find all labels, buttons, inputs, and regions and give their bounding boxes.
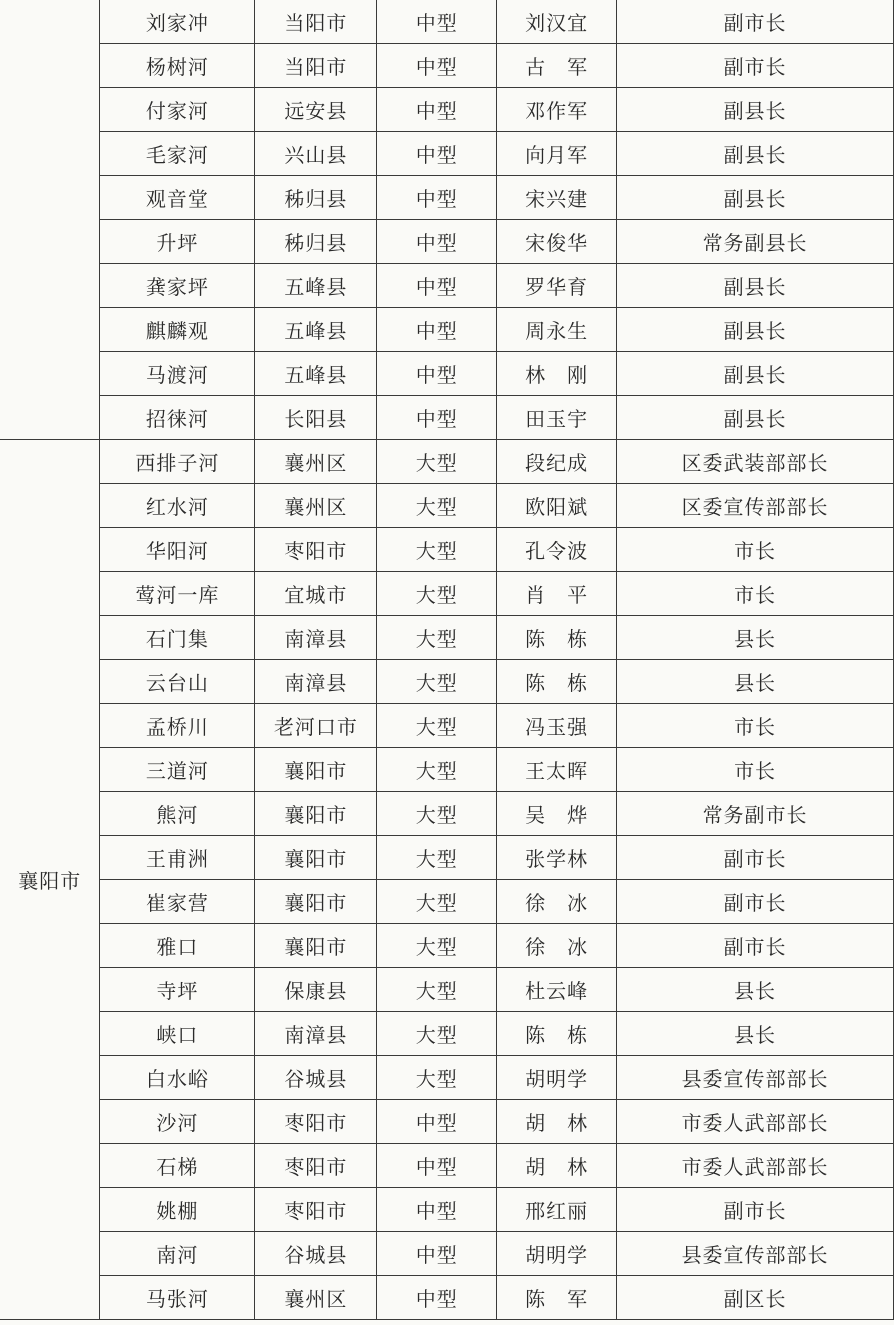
county-cell: 谷城县 — [255, 1232, 377, 1276]
county-cell: 南漳县 — [255, 616, 377, 660]
table-row — [0, 264, 894, 308]
person-cell: 欧阳斌 — [497, 484, 617, 528]
county-cell: 谷城县 — [255, 1056, 377, 1100]
county-cell: 五峰县 — [255, 352, 377, 396]
reservoir-name-cell: 麒麟观 — [100, 308, 255, 352]
reservoir-name-cell: 姚棚 — [100, 1188, 255, 1232]
scale-cell: 中型 — [377, 1100, 497, 1144]
person-cell: 周永生 — [497, 308, 617, 352]
position-cell: 副县长 — [617, 308, 894, 352]
table-row — [0, 352, 894, 396]
position-cell: 区委宣传部部长 — [617, 484, 894, 528]
reservoir-name-cell: 石门集 — [100, 616, 255, 660]
person-cell: 段纪成 — [497, 440, 617, 484]
scale-cell: 中型 — [377, 352, 497, 396]
scale-cell: 中型 — [377, 1276, 497, 1320]
scale-cell: 中型 — [377, 308, 497, 352]
table-row — [0, 484, 894, 528]
position-cell: 市长 — [617, 528, 894, 572]
table-row — [0, 1012, 894, 1056]
table-row — [0, 748, 894, 792]
position-cell: 县委宣传部部长 — [617, 1232, 894, 1276]
reservoir-name-cell: 观音堂 — [100, 176, 255, 220]
person-cell: 邢红丽 — [497, 1188, 617, 1232]
table-row — [0, 308, 894, 352]
reservoir-name-cell: 寺坪 — [100, 968, 255, 1012]
scale-cell: 大型 — [377, 440, 497, 484]
county-cell: 当阳市 — [255, 0, 377, 44]
reservoir-name-cell: 升坪 — [100, 220, 255, 264]
county-cell: 保康县 — [255, 968, 377, 1012]
reservoir-name-cell: 沙河 — [100, 1100, 255, 1144]
reservoir-name-cell: 马渡河 — [100, 352, 255, 396]
person-cell: 胡明学 — [497, 1056, 617, 1100]
reservoir-name-cell: 三道河 — [100, 748, 255, 792]
scale-cell: 大型 — [377, 616, 497, 660]
person-cell: 杜云峰 — [497, 968, 617, 1012]
person-cell: 刘汉宜 — [497, 0, 617, 44]
county-cell: 襄州区 — [255, 484, 377, 528]
county-cell: 当阳市 — [255, 44, 377, 88]
position-cell: 县长 — [617, 968, 894, 1012]
scale-cell: 大型 — [377, 880, 497, 924]
table-row — [0, 572, 894, 616]
person-cell: 林 刚 — [497, 352, 617, 396]
position-cell: 县长 — [617, 1012, 894, 1056]
position-cell: 副市长 — [617, 1188, 894, 1232]
position-cell: 副县长 — [617, 264, 894, 308]
position-cell: 副市长 — [617, 0, 894, 44]
reservoir-name-cell: 毛家河 — [100, 132, 255, 176]
position-cell: 县长 — [617, 616, 894, 660]
person-cell: 陈 栋 — [497, 1012, 617, 1056]
city-cell: 襄阳市 — [0, 440, 100, 1320]
city-cell — [0, 0, 100, 440]
table-row — [0, 0, 894, 44]
person-cell: 胡 林 — [497, 1144, 617, 1188]
person-cell: 吴 烨 — [497, 792, 617, 836]
county-cell: 宜城市 — [255, 572, 377, 616]
table-row — [0, 440, 894, 484]
position-cell: 副县长 — [617, 88, 894, 132]
reservoir-name-cell: 王甫洲 — [100, 836, 255, 880]
table-row — [0, 1144, 894, 1188]
person-cell: 宋俊华 — [497, 220, 617, 264]
reservoir-name-cell: 白水峪 — [100, 1056, 255, 1100]
position-cell: 副县长 — [617, 176, 894, 220]
reservoir-name-cell: 华阳河 — [100, 528, 255, 572]
county-cell: 襄州区 — [255, 1276, 377, 1320]
position-cell: 市长 — [617, 748, 894, 792]
county-cell: 五峰县 — [255, 308, 377, 352]
reservoir-name-cell: 峡口 — [100, 1012, 255, 1056]
scale-cell: 大型 — [377, 704, 497, 748]
person-cell: 邓作军 — [497, 88, 617, 132]
position-cell: 副县长 — [617, 396, 894, 440]
county-cell: 枣阳市 — [255, 528, 377, 572]
position-cell: 常务副县长 — [617, 220, 894, 264]
county-cell: 兴山县 — [255, 132, 377, 176]
position-cell: 副市长 — [617, 924, 894, 968]
county-cell: 枣阳市 — [255, 1144, 377, 1188]
position-cell: 副县长 — [617, 132, 894, 176]
person-cell: 宋兴建 — [497, 176, 617, 220]
person-cell: 孔令波 — [497, 528, 617, 572]
scale-cell: 大型 — [377, 836, 497, 880]
position-cell: 副区长 — [617, 1276, 894, 1320]
person-cell: 徐 冰 — [497, 924, 617, 968]
position-cell: 市委人武部部长 — [617, 1144, 894, 1188]
scale-cell: 中型 — [377, 132, 497, 176]
scale-cell: 中型 — [377, 396, 497, 440]
table-row — [0, 792, 894, 836]
table-row — [0, 836, 894, 880]
scale-cell: 中型 — [377, 1188, 497, 1232]
table-row — [0, 1188, 894, 1232]
position-cell: 市长 — [617, 704, 894, 748]
person-cell: 王太晖 — [497, 748, 617, 792]
county-cell: 秭归县 — [255, 176, 377, 220]
person-cell: 胡明学 — [497, 1232, 617, 1276]
scale-cell: 中型 — [377, 220, 497, 264]
table-row — [0, 1232, 894, 1276]
scale-cell: 大型 — [377, 924, 497, 968]
county-cell: 枣阳市 — [255, 1100, 377, 1144]
scale-cell: 大型 — [377, 660, 497, 704]
position-cell: 常务副市长 — [617, 792, 894, 836]
reservoir-name-cell: 马张河 — [100, 1276, 255, 1320]
table-row — [0, 396, 894, 440]
scale-cell: 大型 — [377, 968, 497, 1012]
person-cell: 徐 冰 — [497, 880, 617, 924]
county-cell: 襄州区 — [255, 440, 377, 484]
person-cell: 冯玉强 — [497, 704, 617, 748]
table-row — [0, 1056, 894, 1100]
reservoir-name-cell: 南河 — [100, 1232, 255, 1276]
position-cell: 市委人武部部长 — [617, 1100, 894, 1144]
scale-cell: 大型 — [377, 748, 497, 792]
reservoir-name-cell: 孟桥川 — [100, 704, 255, 748]
reservoir-name-cell: 云台山 — [100, 660, 255, 704]
table-row — [0, 968, 894, 1012]
table-row — [0, 616, 894, 660]
position-cell: 市长 — [617, 572, 894, 616]
table-row — [0, 176, 894, 220]
reservoir-name-cell: 石梯 — [100, 1144, 255, 1188]
county-cell: 远安县 — [255, 88, 377, 132]
position-cell: 副市长 — [617, 880, 894, 924]
table-row — [0, 88, 894, 132]
scale-cell: 中型 — [377, 0, 497, 44]
scale-cell: 大型 — [377, 572, 497, 616]
scale-cell: 大型 — [377, 1012, 497, 1056]
scale-cell: 中型 — [377, 176, 497, 220]
person-cell: 肖 平 — [497, 572, 617, 616]
reservoir-name-cell: 雅口 — [100, 924, 255, 968]
county-cell: 襄阳市 — [255, 792, 377, 836]
county-cell: 襄阳市 — [255, 924, 377, 968]
scale-cell: 大型 — [377, 1056, 497, 1100]
position-cell: 县委宣传部部长 — [617, 1056, 894, 1100]
position-cell: 副县长 — [617, 352, 894, 396]
table-row — [0, 220, 894, 264]
reservoir-name-cell: 龚家坪 — [100, 264, 255, 308]
position-cell: 副市长 — [617, 836, 894, 880]
reservoir-name-cell: 莺河一库 — [100, 572, 255, 616]
person-cell: 陈 栋 — [497, 616, 617, 660]
table-row — [0, 704, 894, 748]
position-cell: 副市长 — [617, 44, 894, 88]
table-row — [0, 1100, 894, 1144]
county-cell: 五峰县 — [255, 264, 377, 308]
reservoir-name-cell: 熊河 — [100, 792, 255, 836]
reservoir-name-cell: 付家河 — [100, 88, 255, 132]
reservoir-name-cell: 杨树河 — [100, 44, 255, 88]
position-cell: 区委武装部部长 — [617, 440, 894, 484]
county-cell: 襄阳市 — [255, 880, 377, 924]
scale-cell: 中型 — [377, 88, 497, 132]
table-row — [0, 660, 894, 704]
person-cell: 胡 林 — [497, 1100, 617, 1144]
person-cell: 罗华育 — [497, 264, 617, 308]
scale-cell: 中型 — [377, 44, 497, 88]
scale-cell: 大型 — [377, 484, 497, 528]
reservoir-name-cell: 招徕河 — [100, 396, 255, 440]
county-cell: 长阳县 — [255, 396, 377, 440]
position-cell: 县长 — [617, 660, 894, 704]
person-cell: 张学林 — [497, 836, 617, 880]
person-cell: 陈 栋 — [497, 660, 617, 704]
table-row — [0, 528, 894, 572]
county-cell: 南漳县 — [255, 660, 377, 704]
reservoir-name-cell: 西排子河 — [100, 440, 255, 484]
county-cell: 襄阳市 — [255, 836, 377, 880]
person-cell: 古 军 — [497, 44, 617, 88]
county-cell: 枣阳市 — [255, 1188, 377, 1232]
county-cell: 南漳县 — [255, 1012, 377, 1056]
person-cell: 陈 军 — [497, 1276, 617, 1320]
scale-cell: 中型 — [377, 1144, 497, 1188]
table-row — [0, 44, 894, 88]
table-row — [0, 924, 894, 968]
county-cell: 秭归县 — [255, 220, 377, 264]
table-row — [0, 132, 894, 176]
person-cell: 向月军 — [497, 132, 617, 176]
county-cell: 老河口市 — [255, 704, 377, 748]
reservoir-name-cell: 崔家营 — [100, 880, 255, 924]
scale-cell: 中型 — [377, 264, 497, 308]
scale-cell: 中型 — [377, 1232, 497, 1276]
scale-cell: 大型 — [377, 528, 497, 572]
table-row — [0, 1276, 894, 1320]
county-cell: 襄阳市 — [255, 748, 377, 792]
person-cell: 田玉宇 — [497, 396, 617, 440]
reservoir-name-cell: 刘家冲 — [100, 0, 255, 44]
scale-cell: 大型 — [377, 792, 497, 836]
reservoir-name-cell: 红水河 — [100, 484, 255, 528]
table-row — [0, 880, 894, 924]
